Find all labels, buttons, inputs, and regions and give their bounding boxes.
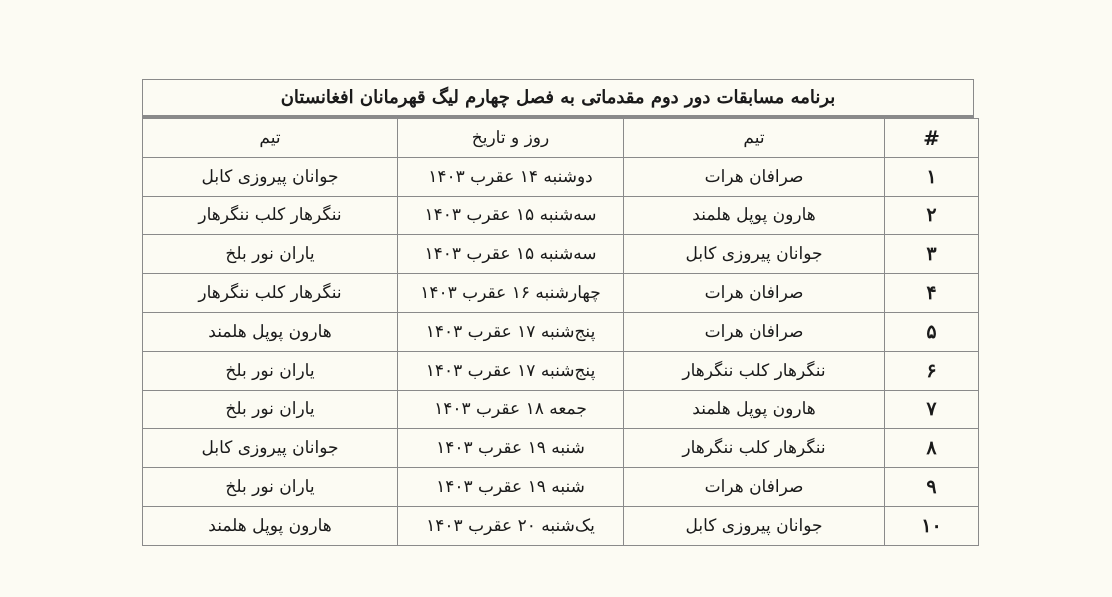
- away-team-cell: یاران نور بلخ: [143, 235, 398, 274]
- row-number: ۵: [885, 312, 979, 351]
- date-cell: دوشنبه ۱۴ عقرب ۱۴۰۳: [398, 157, 624, 196]
- schedule-table: [142, 118, 979, 546]
- home-team-cell: صرافان هرات: [624, 468, 885, 507]
- date-cell: چهارشنبه ۱۶ عقرب ۱۴۰۳: [398, 274, 624, 313]
- home-team-cell: ننگرهار کلب ننگرهار: [624, 429, 885, 468]
- row-number: ۹: [885, 468, 979, 507]
- row-number: ۳: [885, 235, 979, 274]
- table-row: [143, 274, 979, 313]
- home-team-cell: هارون پوپل هلمند: [624, 196, 885, 235]
- table-row: [143, 506, 979, 545]
- row-number: ۷: [885, 390, 979, 429]
- row-number: ۲: [885, 196, 979, 235]
- schedule-table-container: [142, 79, 974, 546]
- away-team-cell: یاران نور بلخ: [143, 390, 398, 429]
- date-cell: پنج‌شنبه ۱۷ عقرب ۱۴۰۳: [398, 351, 624, 390]
- row-number: ۴: [885, 274, 979, 313]
- table-header-row: [143, 119, 979, 158]
- table-row: [143, 157, 979, 196]
- table-row: [143, 196, 979, 235]
- table-title: برنامه مسابقات دور دوم مقدماتی به فصل چهارم لیگ قهرمانان افغانستان: [142, 79, 974, 118]
- date-cell: سه‌شنبه ۱۵ عقرب ۱۴۰۳: [398, 196, 624, 235]
- home-team-cell: هارون پوپل هلمند: [624, 390, 885, 429]
- table-row: [143, 235, 979, 274]
- table-body: [143, 157, 979, 545]
- date-cell: شنبه ۱۹ عقرب ۱۴۰۳: [398, 429, 624, 468]
- home-team-cell: صرافان هرات: [624, 274, 885, 313]
- home-team-cell: جوانان پیروزی کابل: [624, 506, 885, 545]
- row-number: ۸: [885, 429, 979, 468]
- home-team-cell: ننگرهار کلب ننگرهار: [624, 351, 885, 390]
- date-cell: یک‌شنبه ۲۰ عقرب ۱۴۰۳: [398, 506, 624, 545]
- home-team-cell: جوانان پیروزی کابل: [624, 235, 885, 274]
- date-cell: جمعه ۱۸ عقرب ۱۴۰۳: [398, 390, 624, 429]
- header-away-team: تیم: [143, 119, 398, 158]
- away-team-cell: هارون پوپل هلمند: [143, 506, 398, 545]
- away-team-cell: یاران نور بلخ: [143, 468, 398, 507]
- table-row: [143, 468, 979, 507]
- table-row: [143, 429, 979, 468]
- date-cell: پنج‌شنبه ۱۷ عقرب ۱۴۰۳: [398, 312, 624, 351]
- away-team-cell: جوانان پیروزی کابل: [143, 429, 398, 468]
- table-row: [143, 312, 979, 351]
- header-number: #: [885, 119, 979, 158]
- header-home-team: تیم: [624, 119, 885, 158]
- table-row: [143, 390, 979, 429]
- away-team-cell: ننگرهار کلب ننگرهار: [143, 274, 398, 313]
- row-number: ۱۰: [885, 506, 979, 545]
- date-cell: شنبه ۱۹ عقرب ۱۴۰۳: [398, 468, 624, 507]
- away-team-cell: یاران نور بلخ: [143, 351, 398, 390]
- header-date: روز و تاریخ: [398, 119, 624, 158]
- away-team-cell: جوانان پیروزی کابل: [143, 157, 398, 196]
- table-row: [143, 351, 979, 390]
- row-number: ۶: [885, 351, 979, 390]
- home-team-cell: صرافان هرات: [624, 157, 885, 196]
- home-team-cell: صرافان هرات: [624, 312, 885, 351]
- away-team-cell: ننگرهار کلب ننگرهار: [143, 196, 398, 235]
- date-cell: سه‌شنبه ۱۵ عقرب ۱۴۰۳: [398, 235, 624, 274]
- away-team-cell: هارون پوپل هلمند: [143, 312, 398, 351]
- row-number: ۱: [885, 157, 979, 196]
